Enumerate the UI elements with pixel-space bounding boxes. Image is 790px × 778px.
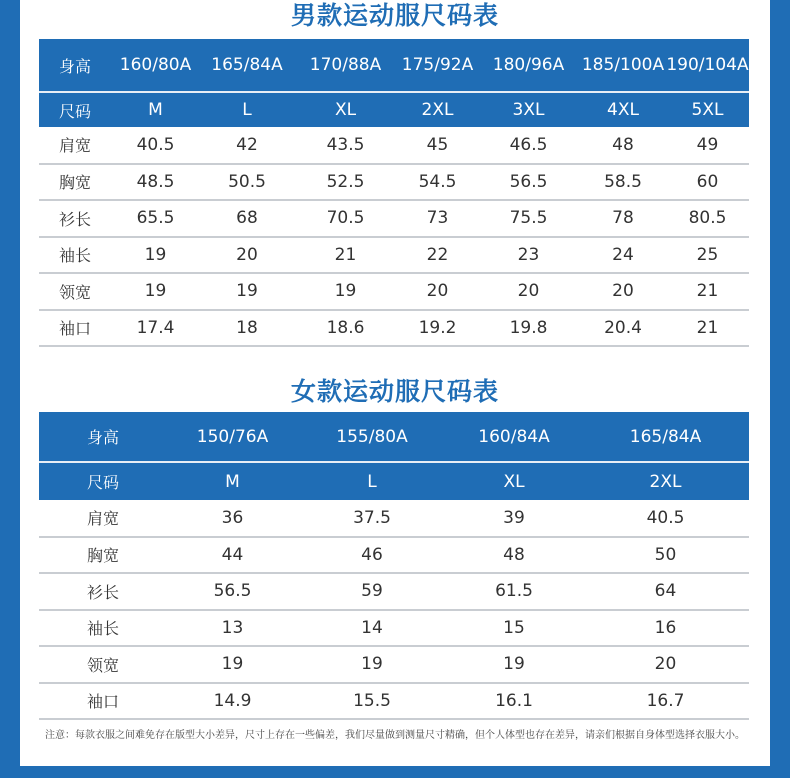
row-label: 袖长: [39, 237, 110, 274]
page-frame-bottom: [0, 766, 790, 778]
size-cell: 3XL: [477, 92, 580, 127]
height-cell: 160/80A: [110, 39, 201, 92]
table-row: [39, 164, 749, 201]
height-header-row: [39, 39, 749, 92]
measurement-cell: 15: [446, 610, 582, 647]
women-size-chart-title: 女款运动服尺码表: [290, 377, 499, 406]
measurement-cell: 19: [298, 646, 446, 683]
measurement-cell: 43.5: [293, 127, 398, 164]
measurement-cell: 80.5: [666, 200, 749, 237]
measurement-cell: 78: [580, 200, 666, 237]
measurement-cell: 48.5: [110, 164, 201, 201]
row-label: 胸宽: [39, 164, 110, 201]
measurement-cell: 16: [582, 610, 749, 647]
size-cell: 2XL: [582, 462, 749, 500]
height-cell: 190/104A: [666, 39, 749, 92]
measurement-cell: 14: [298, 610, 446, 647]
size-cell: L: [298, 462, 446, 500]
measurement-cell: 21: [666, 310, 749, 347]
measurement-cell: 45: [398, 127, 477, 164]
height-cell: 180/96A: [477, 39, 580, 92]
size-cell: 4XL: [580, 92, 666, 127]
table-row: [39, 273, 749, 310]
measurement-cell: 65.5: [110, 200, 201, 237]
measurement-cell: 70.5: [293, 200, 398, 237]
measurement-cell: 64: [582, 573, 749, 610]
row-label: 袖长: [39, 610, 167, 647]
men-size-chart-title: 男款运动服尺码表: [290, 1, 499, 30]
row-label: 袖口: [39, 310, 110, 347]
measurement-cell: 46: [298, 537, 446, 574]
measurement-cell: 19: [293, 273, 398, 310]
measurement-cell: 68: [201, 200, 293, 237]
measurement-cell: 50.5: [201, 164, 293, 201]
size-header-label: 尺码: [39, 462, 167, 500]
table-row: [39, 646, 749, 683]
size-cell: L: [201, 92, 293, 127]
height-cell: 165/84A: [201, 39, 293, 92]
measurement-cell: 14.9: [167, 683, 298, 720]
measurement-cell: 19: [110, 273, 201, 310]
measurement-cell: 22: [398, 237, 477, 274]
measurement-cell: 46.5: [477, 127, 580, 164]
measurement-cell: 20: [477, 273, 580, 310]
measurement-cell: 17.4: [110, 310, 201, 347]
table-row: [39, 500, 749, 537]
height-header-label: 身高: [39, 39, 110, 92]
measurement-cell: 15.5: [298, 683, 446, 720]
measurement-cell: 59: [298, 573, 446, 610]
table-row: [39, 237, 749, 274]
size-cell: M: [167, 462, 298, 500]
measurement-cell: 25: [666, 237, 749, 274]
table-row: [39, 537, 749, 574]
men-size-table: [39, 39, 749, 347]
table-row: [39, 683, 749, 720]
measurement-cell: 52.5: [293, 164, 398, 201]
measurement-cell: 48: [446, 537, 582, 574]
height-cell: 160/84A: [446, 412, 582, 462]
measurement-cell: 20: [201, 237, 293, 274]
height-header-row: [39, 412, 749, 462]
table-row: [39, 200, 749, 237]
measurement-cell: 19: [446, 646, 582, 683]
height-header-label: 身高: [39, 412, 167, 462]
size-cell: M: [110, 92, 201, 127]
size-cell: 5XL: [666, 92, 749, 127]
row-label: 肩宽: [39, 500, 167, 537]
measurement-cell: 18: [201, 310, 293, 347]
measurement-cell: 36: [167, 500, 298, 537]
row-label: 袖口: [39, 683, 167, 720]
measurement-cell: 16.7: [582, 683, 749, 720]
measurement-cell: 75.5: [477, 200, 580, 237]
row-label: 衫长: [39, 200, 110, 237]
size-header-row: [39, 92, 749, 127]
height-cell: 150/76A: [167, 412, 298, 462]
measurement-cell: 61.5: [446, 573, 582, 610]
measurement-cell: 23: [477, 237, 580, 274]
measurement-cell: 20.4: [580, 310, 666, 347]
height-cell: 185/100A: [580, 39, 666, 92]
measurement-cell: 19.2: [398, 310, 477, 347]
measurement-cell: 50: [582, 537, 749, 574]
row-label: 胸宽: [39, 537, 167, 574]
size-header-row: [39, 462, 749, 500]
row-label: 领宽: [39, 273, 110, 310]
measurement-cell: 20: [398, 273, 477, 310]
row-label: 衫长: [39, 573, 167, 610]
measurement-cell: 20: [582, 646, 749, 683]
size-cell: XL: [446, 462, 582, 500]
height-cell: 170/88A: [293, 39, 398, 92]
measurement-cell: 56.5: [167, 573, 298, 610]
height-cell: 155/80A: [298, 412, 446, 462]
measurement-cell: 44: [167, 537, 298, 574]
row-label: 肩宽: [39, 127, 110, 164]
measurement-cell: 40.5: [582, 500, 749, 537]
measurement-cell: 21: [666, 273, 749, 310]
table-row: [39, 573, 749, 610]
table-row: [39, 127, 749, 164]
size-cell: XL: [293, 92, 398, 127]
height-cell: 175/92A: [398, 39, 477, 92]
measurement-cell: 39: [446, 500, 582, 537]
measurement-cell: 58.5: [580, 164, 666, 201]
measurement-cell: 18.6: [293, 310, 398, 347]
measurement-cell: 49: [666, 127, 749, 164]
measurement-cell: 54.5: [398, 164, 477, 201]
measurement-cell: 19: [201, 273, 293, 310]
measurement-cell: 40.5: [110, 127, 201, 164]
table-row: [39, 610, 749, 647]
measurement-cell: 19.8: [477, 310, 580, 347]
row-label: 领宽: [39, 646, 167, 683]
measurement-cell: 19: [110, 237, 201, 274]
measurement-cell: 21: [293, 237, 398, 274]
measurement-cell: 24: [580, 237, 666, 274]
measurement-cell: 13: [167, 610, 298, 647]
measurement-cell: 19: [167, 646, 298, 683]
table-row: [39, 310, 749, 347]
women-size-table: [39, 412, 749, 720]
measurement-cell: 56.5: [477, 164, 580, 201]
size-header-label: 尺码: [39, 92, 110, 127]
measurement-cell: 73: [398, 200, 477, 237]
measurement-cell: 42: [201, 127, 293, 164]
measurement-cell: 37.5: [298, 500, 446, 537]
measurement-cell: 48: [580, 127, 666, 164]
height-cell: 165/84A: [582, 412, 749, 462]
size-cell: 2XL: [398, 92, 477, 127]
measurement-cell: 16.1: [446, 683, 582, 720]
measurement-cell: 60: [666, 164, 749, 201]
size-note: 注意：每款衣服之间难免存在版型大小差异，尺寸上存在一些偏差，我们尽量做到测量尺寸精确，但个人体型也存在差异，请亲们根据自身体型选择衣服大小。: [45, 730, 745, 741]
measurement-cell: 20: [580, 273, 666, 310]
